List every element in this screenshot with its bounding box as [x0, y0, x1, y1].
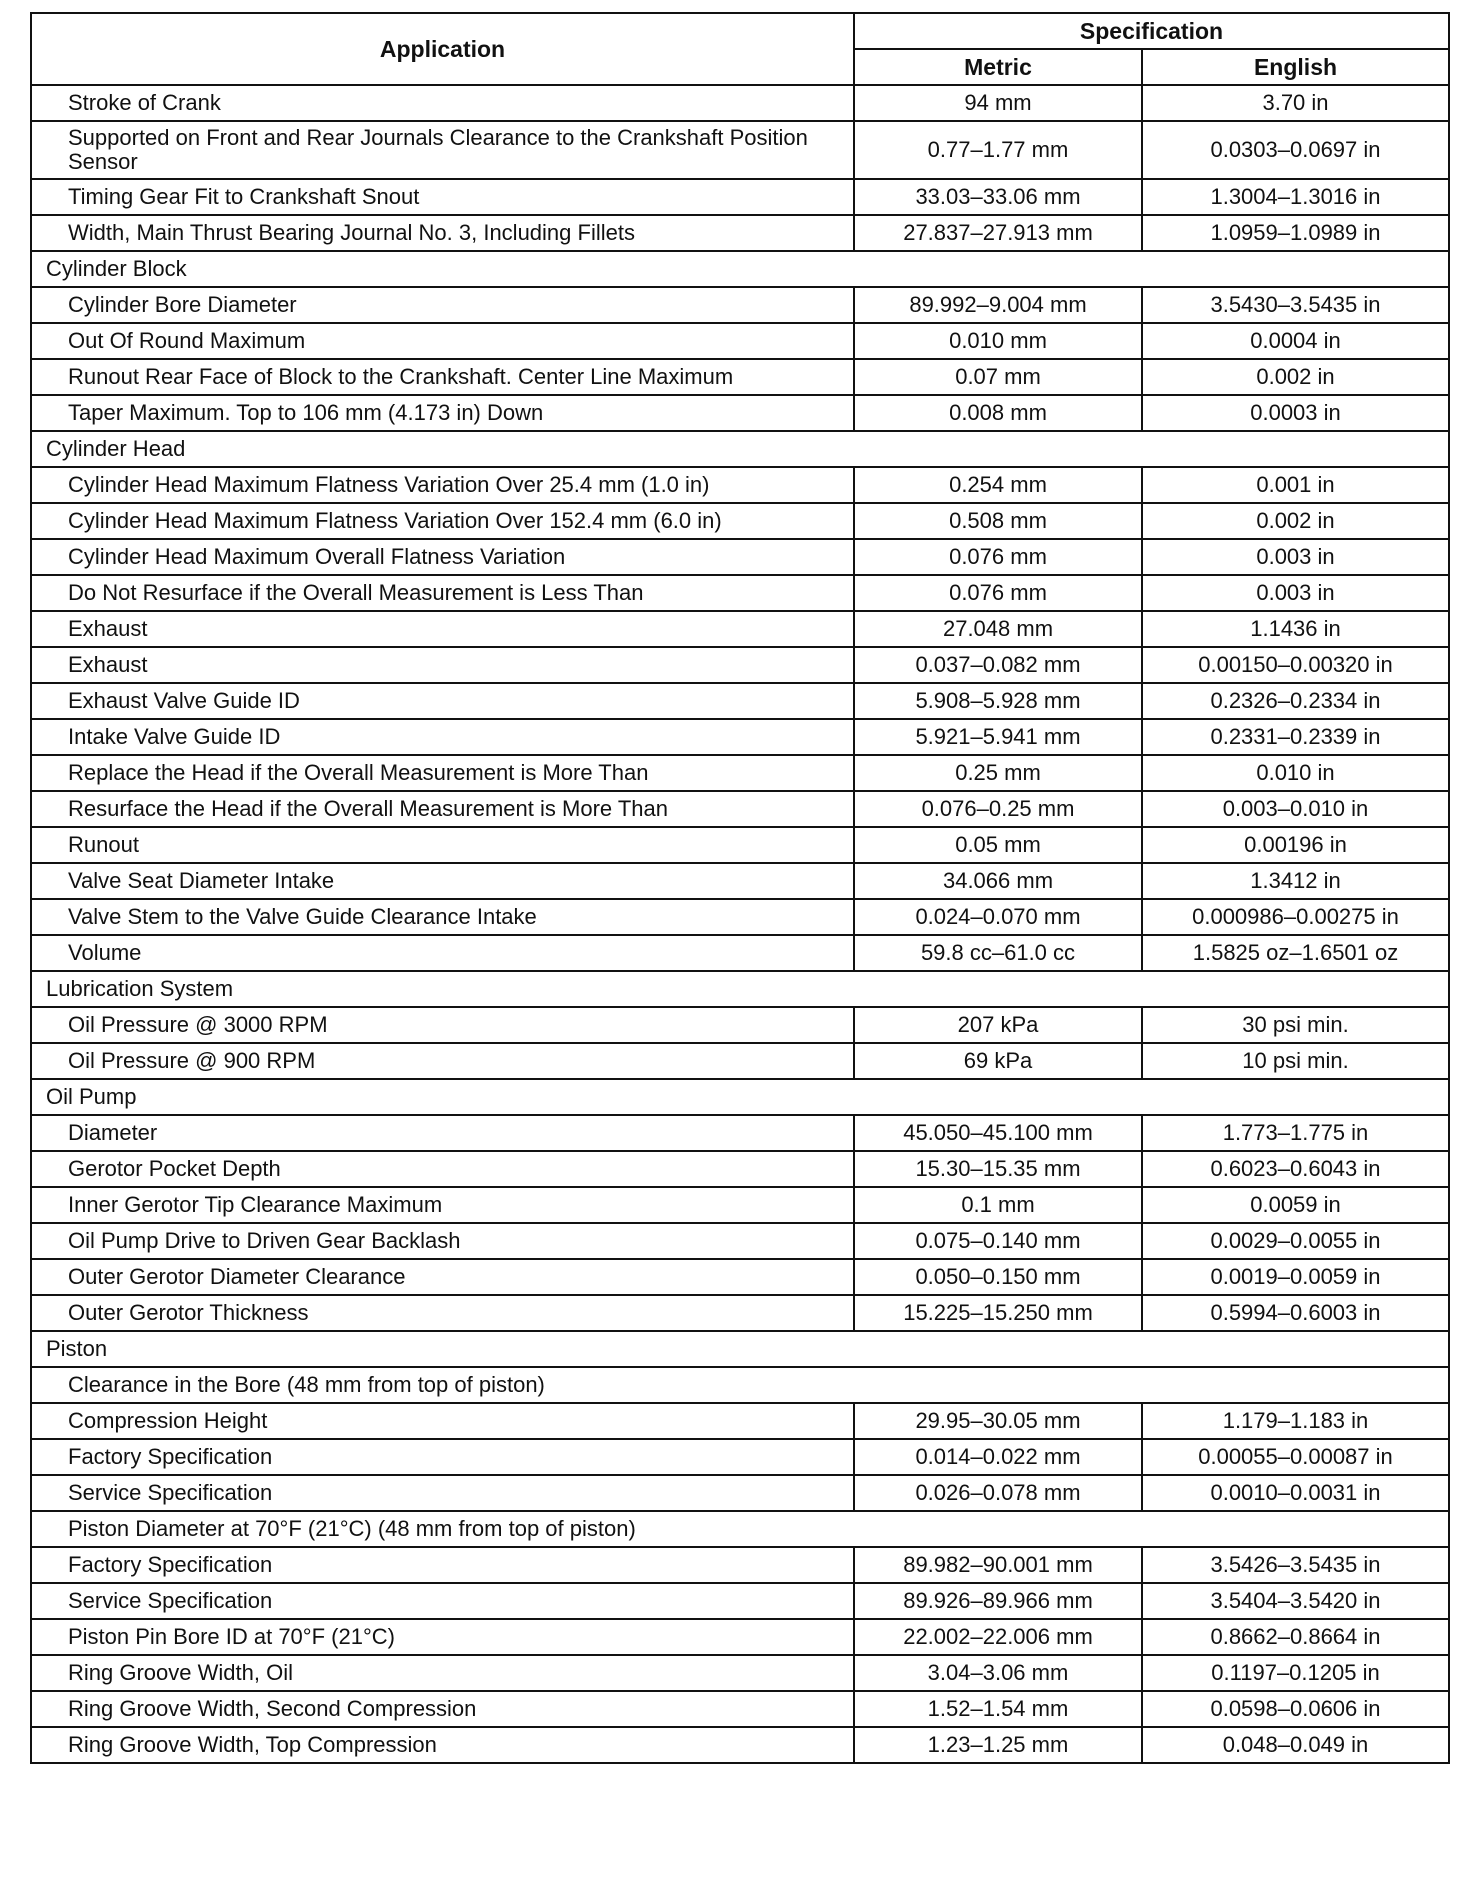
metric-cell: 0.026–0.078 mm [854, 1475, 1142, 1511]
english-cell: 0.1197–0.1205 in [1142, 1655, 1449, 1691]
metric-cell: 1.23–1.25 mm [854, 1727, 1142, 1763]
table-row [31, 1403, 1449, 1439]
application-cell: Exhaust [31, 611, 854, 647]
metric-cell: 0.076–0.25 mm [854, 791, 1142, 827]
table-row [31, 827, 1449, 863]
english-cell: 1.3412 in [1142, 863, 1449, 899]
english-cell: 0.0059 in [1142, 1187, 1449, 1223]
metric-cell: 0.010 mm [854, 323, 1142, 359]
application-cell: Intake Valve Guide ID [31, 719, 854, 755]
english-cell: 0.003–0.010 in [1142, 791, 1449, 827]
english-cell: 3.5404–3.5420 in [1142, 1583, 1449, 1619]
application-cell: Taper Maximum. Top to 106 mm (4.173 in) Down [31, 395, 854, 431]
table-row [31, 1475, 1449, 1511]
section-heading: Piston [31, 1331, 1449, 1367]
application-cell: Ring Groove Width, Second Compression [31, 1691, 854, 1727]
metric-cell: 0.77–1.77 mm [854, 121, 1142, 179]
english-cell: 0.0003 in [1142, 395, 1449, 431]
metric-cell: 59.8 cc–61.0 cc [854, 935, 1142, 971]
english-cell: 0.2331–0.2339 in [1142, 719, 1449, 755]
application-cell: Timing Gear Fit to Crankshaft Snout [31, 179, 854, 215]
metric-cell: 27.048 mm [854, 611, 1142, 647]
application-cell: Exhaust [31, 647, 854, 683]
application-cell: Ring Groove Width, Oil [31, 1655, 854, 1691]
table-row [31, 1655, 1449, 1691]
application-cell: Resurface the Head if the Overall Measurement is More Than [31, 791, 854, 827]
table-row [31, 1727, 1449, 1763]
english-cell: 0.001 in [1142, 467, 1449, 503]
english-cell: 0.2326–0.2334 in [1142, 683, 1449, 719]
metric-cell: 0.037–0.082 mm [854, 647, 1142, 683]
specification-table [30, 12, 1450, 1764]
table-row [31, 935, 1449, 971]
application-cell: Width, Main Thrust Bearing Journal No. 3, Including Fillets [31, 215, 854, 251]
table-row [31, 863, 1449, 899]
specification-header: Specification [854, 13, 1449, 49]
english-cell: 0.003 in [1142, 539, 1449, 575]
english-cell: 0.0598–0.0606 in [1142, 1691, 1449, 1727]
english-cell: 30 psi min. [1142, 1007, 1449, 1043]
table-row [31, 539, 1449, 575]
metric-cell: 45.050–45.100 mm [854, 1115, 1142, 1151]
section-heading: Oil Pump [31, 1079, 1449, 1115]
english-cell: 0.0004 in [1142, 323, 1449, 359]
application-cell: Factory Specification [31, 1547, 854, 1583]
metric-cell: 0.05 mm [854, 827, 1142, 863]
subsection-heading: Clearance in the Bore (48 mm from top of piston) [31, 1367, 1449, 1403]
metric-cell: 5.921–5.941 mm [854, 719, 1142, 755]
table-row [31, 287, 1449, 323]
table-row [31, 121, 1449, 179]
section-row [31, 251, 1449, 287]
table-row [31, 179, 1449, 215]
metric-cell: 94 mm [854, 85, 1142, 121]
application-cell: Diameter [31, 1115, 854, 1151]
english-cell: 0.0010–0.0031 in [1142, 1475, 1449, 1511]
english-cell: 1.179–1.183 in [1142, 1403, 1449, 1439]
application-cell: Cylinder Head Maximum Flatness Variation Over 25.4 mm (1.0 in) [31, 467, 854, 503]
application-cell: Piston Pin Bore ID at 70°F (21°C) [31, 1619, 854, 1655]
application-cell: Cylinder Head Maximum Overall Flatness Variation [31, 539, 854, 575]
english-cell: 1.0959–1.0989 in [1142, 215, 1449, 251]
metric-header: Metric [854, 49, 1142, 85]
english-cell: 0.6023–0.6043 in [1142, 1151, 1449, 1187]
english-cell: 0.003 in [1142, 575, 1449, 611]
application-cell: Do Not Resurface if the Overall Measurement is Less Than [31, 575, 854, 611]
section-heading: Cylinder Head [31, 431, 1449, 467]
application-cell: Oil Pressure @ 900 RPM [31, 1043, 854, 1079]
metric-cell: 1.52–1.54 mm [854, 1691, 1142, 1727]
metric-cell: 0.508 mm [854, 503, 1142, 539]
table-row [31, 1007, 1449, 1043]
section-row [31, 1079, 1449, 1115]
table-row [31, 1583, 1449, 1619]
application-cell: Oil Pressure @ 3000 RPM [31, 1007, 854, 1043]
english-cell: 1.5825 oz–1.6501 oz [1142, 935, 1449, 971]
application-cell: Compression Height [31, 1403, 854, 1439]
metric-cell: 0.076 mm [854, 575, 1142, 611]
table-row [31, 85, 1449, 121]
metric-cell: 0.254 mm [854, 467, 1142, 503]
table-row [31, 1115, 1449, 1151]
application-cell: Gerotor Pocket Depth [31, 1151, 854, 1187]
english-cell: 0.5994–0.6003 in [1142, 1295, 1449, 1331]
metric-cell: 27.837–27.913 mm [854, 215, 1142, 251]
table-row [31, 1223, 1449, 1259]
section-heading: Lubrication System [31, 971, 1449, 1007]
application-cell: Service Specification [31, 1475, 854, 1511]
table-row [31, 1619, 1449, 1655]
table-row [31, 503, 1449, 539]
application-cell: Outer Gerotor Diameter Clearance [31, 1259, 854, 1295]
header-row-top [31, 13, 1449, 49]
table-row [31, 683, 1449, 719]
english-cell: 1.3004–1.3016 in [1142, 179, 1449, 215]
metric-cell: 22.002–22.006 mm [854, 1619, 1142, 1655]
table-row [31, 575, 1449, 611]
table-row [31, 611, 1449, 647]
table-row [31, 1547, 1449, 1583]
metric-cell: 89.992–9.004 mm [854, 287, 1142, 323]
metric-cell: 0.07 mm [854, 359, 1142, 395]
table-row [31, 1691, 1449, 1727]
table-row [31, 899, 1449, 935]
application-cell: Out Of Round Maximum [31, 323, 854, 359]
application-cell: Exhaust Valve Guide ID [31, 683, 854, 719]
metric-cell: 207 kPa [854, 1007, 1142, 1043]
metric-cell: 33.03–33.06 mm [854, 179, 1142, 215]
application-cell: Runout [31, 827, 854, 863]
application-cell: Replace the Head if the Overall Measurement is More Than [31, 755, 854, 791]
table-body [31, 85, 1449, 1763]
application-cell: Runout Rear Face of Block to the Crankshaft. Center Line Maximum [31, 359, 854, 395]
metric-cell: 0.014–0.022 mm [854, 1439, 1142, 1475]
metric-cell: 0.050–0.150 mm [854, 1259, 1142, 1295]
metric-cell: 0.076 mm [854, 539, 1142, 575]
subsection-heading: Piston Diameter at 70°F (21°C) (48 mm from top of piston) [31, 1511, 1449, 1547]
table-row [31, 755, 1449, 791]
table-row [31, 359, 1449, 395]
table-row [31, 1151, 1449, 1187]
subheading-row [31, 1367, 1449, 1403]
metric-cell: 5.908–5.928 mm [854, 683, 1142, 719]
table-row [31, 467, 1449, 503]
table-row [31, 791, 1449, 827]
english-cell: 0.0029–0.0055 in [1142, 1223, 1449, 1259]
metric-cell: 0.024–0.070 mm [854, 899, 1142, 935]
application-cell: Valve Stem to the Valve Guide Clearance Intake [31, 899, 854, 935]
english-cell: 0.0019–0.0059 in [1142, 1259, 1449, 1295]
metric-cell: 15.225–15.250 mm [854, 1295, 1142, 1331]
table-row [31, 1439, 1449, 1475]
application-cell: Inner Gerotor Tip Clearance Maximum [31, 1187, 854, 1223]
metric-cell: 15.30–15.35 mm [854, 1151, 1142, 1187]
english-cell: 0.010 in [1142, 755, 1449, 791]
metric-cell: 0.008 mm [854, 395, 1142, 431]
section-row [31, 431, 1449, 467]
english-cell: 0.00196 in [1142, 827, 1449, 863]
section-heading: Cylinder Block [31, 251, 1449, 287]
metric-cell: 29.95–30.05 mm [854, 1403, 1142, 1439]
subheading-row [31, 1511, 1449, 1547]
english-cell: 1.1436 in [1142, 611, 1449, 647]
metric-cell: 89.926–89.966 mm [854, 1583, 1142, 1619]
application-cell: Volume [31, 935, 854, 971]
application-cell: Factory Specification [31, 1439, 854, 1475]
table-row [31, 1187, 1449, 1223]
metric-cell: 0.075–0.140 mm [854, 1223, 1142, 1259]
table-row [31, 1043, 1449, 1079]
application-cell: Cylinder Head Maximum Flatness Variation Over 152.4 mm (6.0 in) [31, 503, 854, 539]
table-row [31, 1259, 1449, 1295]
table-row [31, 719, 1449, 755]
table-row [31, 215, 1449, 251]
metric-cell: 89.982–90.001 mm [854, 1547, 1142, 1583]
english-cell: 0.0303–0.0697 in [1142, 121, 1449, 179]
section-row [31, 1331, 1449, 1367]
application-cell: Valve Seat Diameter Intake [31, 863, 854, 899]
table-row [31, 1295, 1449, 1331]
english-cell: 0.00055–0.00087 in [1142, 1439, 1449, 1475]
application-cell: Service Specification [31, 1583, 854, 1619]
table-row [31, 647, 1449, 683]
table-row [31, 323, 1449, 359]
metric-cell: 3.04–3.06 mm [854, 1655, 1142, 1691]
english-cell: 0.00150–0.00320 in [1142, 647, 1449, 683]
english-cell: 0.000986–0.00275 in [1142, 899, 1449, 935]
english-cell: 0.048–0.049 in [1142, 1727, 1449, 1763]
english-header: English [1142, 49, 1449, 85]
application-cell: Oil Pump Drive to Driven Gear Backlash [31, 1223, 854, 1259]
application-cell: Supported on Front and Rear Journals Clearance to the Crankshaft Position Sensor [31, 121, 854, 179]
english-cell: 0.002 in [1142, 359, 1449, 395]
section-row [31, 971, 1449, 1007]
english-cell: 1.773–1.775 in [1142, 1115, 1449, 1151]
metric-cell: 34.066 mm [854, 863, 1142, 899]
english-cell: 3.5426–3.5435 in [1142, 1547, 1449, 1583]
english-cell: 0.8662–0.8664 in [1142, 1619, 1449, 1655]
metric-cell: 69 kPa [854, 1043, 1142, 1079]
application-header: Application [31, 13, 854, 85]
application-cell: Stroke of Crank [31, 85, 854, 121]
table-row [31, 395, 1449, 431]
english-cell: 3.70 in [1142, 85, 1449, 121]
english-cell: 10 psi min. [1142, 1043, 1449, 1079]
application-cell: Ring Groove Width, Top Compression [31, 1727, 854, 1763]
metric-cell: 0.25 mm [854, 755, 1142, 791]
application-cell: Cylinder Bore Diameter [31, 287, 854, 323]
metric-cell: 0.1 mm [854, 1187, 1142, 1223]
table-header [31, 13, 1449, 85]
application-cell: Outer Gerotor Thickness [31, 1295, 854, 1331]
english-cell: 3.5430–3.5435 in [1142, 287, 1449, 323]
english-cell: 0.002 in [1142, 503, 1449, 539]
